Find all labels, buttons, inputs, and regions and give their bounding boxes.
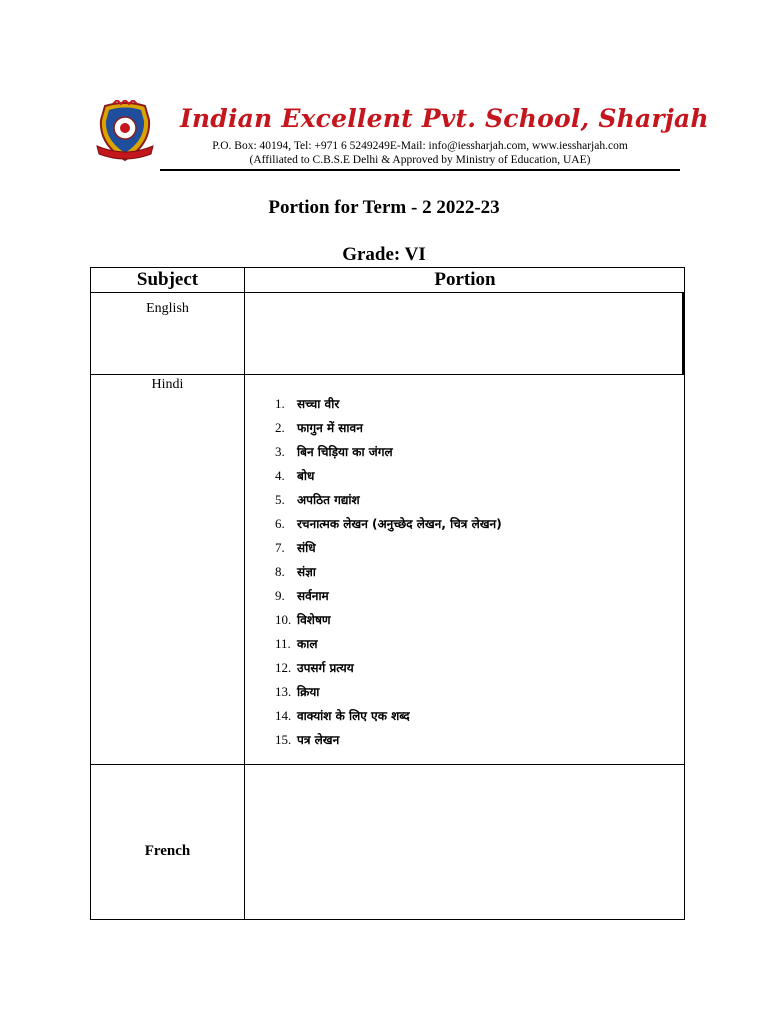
item-number: 14. <box>275 708 292 723</box>
table-column-divider <box>244 267 245 920</box>
table-border-right <box>684 267 685 920</box>
item-number: 1. <box>275 396 285 411</box>
table-border-top <box>90 267 685 268</box>
header-divider <box>160 169 680 171</box>
list-item <box>275 440 502 464</box>
list-item <box>275 608 502 632</box>
english-cell-edge <box>682 293 684 375</box>
subject-english: English <box>146 301 189 316</box>
item-number: 11. <box>275 636 291 651</box>
list-item <box>275 680 502 704</box>
item-number: 4. <box>275 468 285 483</box>
item-number: 2. <box>275 420 285 435</box>
list-item <box>275 584 502 608</box>
list-item <box>275 512 502 536</box>
item-text: वाक्यांश के लिए एक शब्द <box>297 709 410 723</box>
table-row-divider-header <box>90 292 685 293</box>
subject-french: French <box>144 843 191 859</box>
column-header-subject: Subject <box>136 269 199 290</box>
item-number: 8. <box>275 564 285 579</box>
list-item <box>275 560 502 584</box>
table-border-bottom <box>90 919 685 920</box>
item-text: सच्चा वीर <box>297 397 340 411</box>
item-text: बिन चिड़िया का जंगल <box>297 445 393 459</box>
school-contact: P.O. Box: 40194, Tel: +971 6 5249249E-Mail: info@iessharjah.com, www.iessharjah.com <box>212 140 628 152</box>
list-item <box>275 392 502 416</box>
item-text: काल <box>297 637 318 651</box>
subject-hindi: Hindi <box>151 377 184 392</box>
item-text: बोध <box>297 469 315 483</box>
hindi-portion-list <box>275 392 502 752</box>
list-item <box>275 656 502 680</box>
item-number: 13. <box>275 684 292 699</box>
table-row-divider-english <box>90 374 685 375</box>
column-header-portion: Portion <box>434 269 496 290</box>
item-text: क्रिया <box>297 685 320 699</box>
item-text: संज्ञा <box>297 565 316 579</box>
item-number: 6. <box>275 516 285 531</box>
item-text: सर्वनाम <box>297 589 329 603</box>
document-title: Portion for Term - 2 2022-23 <box>268 197 500 218</box>
item-number: 5. <box>275 492 285 507</box>
item-number: 12. <box>275 660 292 675</box>
school-name: Indian Excellent Pvt. School, Sharjah <box>180 104 709 133</box>
list-item <box>275 416 502 440</box>
list-item <box>275 704 502 728</box>
grade-label: Grade: VI <box>342 244 426 265</box>
table-border-left <box>90 267 91 920</box>
list-item <box>275 728 502 752</box>
item-number: 9. <box>275 588 285 603</box>
school-affiliation: (Affiliated to C.B.S.E Delhi & Approved by Ministry of Education, UAE) <box>249 154 591 166</box>
letterhead <box>0 0 768 180</box>
table-row-divider-hindi <box>90 764 685 765</box>
item-text: रचनात्मक लेखन (अनुच्छेद लेखन, चित्र लेखन) <box>297 517 502 531</box>
list-item <box>275 488 502 512</box>
list-item <box>275 464 502 488</box>
item-text: अपठित गद्यांश <box>297 493 360 507</box>
item-text: पत्र लेखन <box>297 733 340 747</box>
list-item <box>275 536 502 560</box>
school-crest-logo <box>95 100 155 164</box>
item-text: संधि <box>297 541 316 555</box>
item-number: 7. <box>275 540 285 555</box>
item-text: फागुन में सावन <box>297 421 363 435</box>
list-item <box>275 632 502 656</box>
item-number: 3. <box>275 444 285 459</box>
item-text: विशेषण <box>297 613 331 627</box>
item-number: 10. <box>275 612 292 627</box>
item-text: उपसर्ग प्रत्यय <box>297 661 354 675</box>
item-number: 15. <box>275 732 292 747</box>
